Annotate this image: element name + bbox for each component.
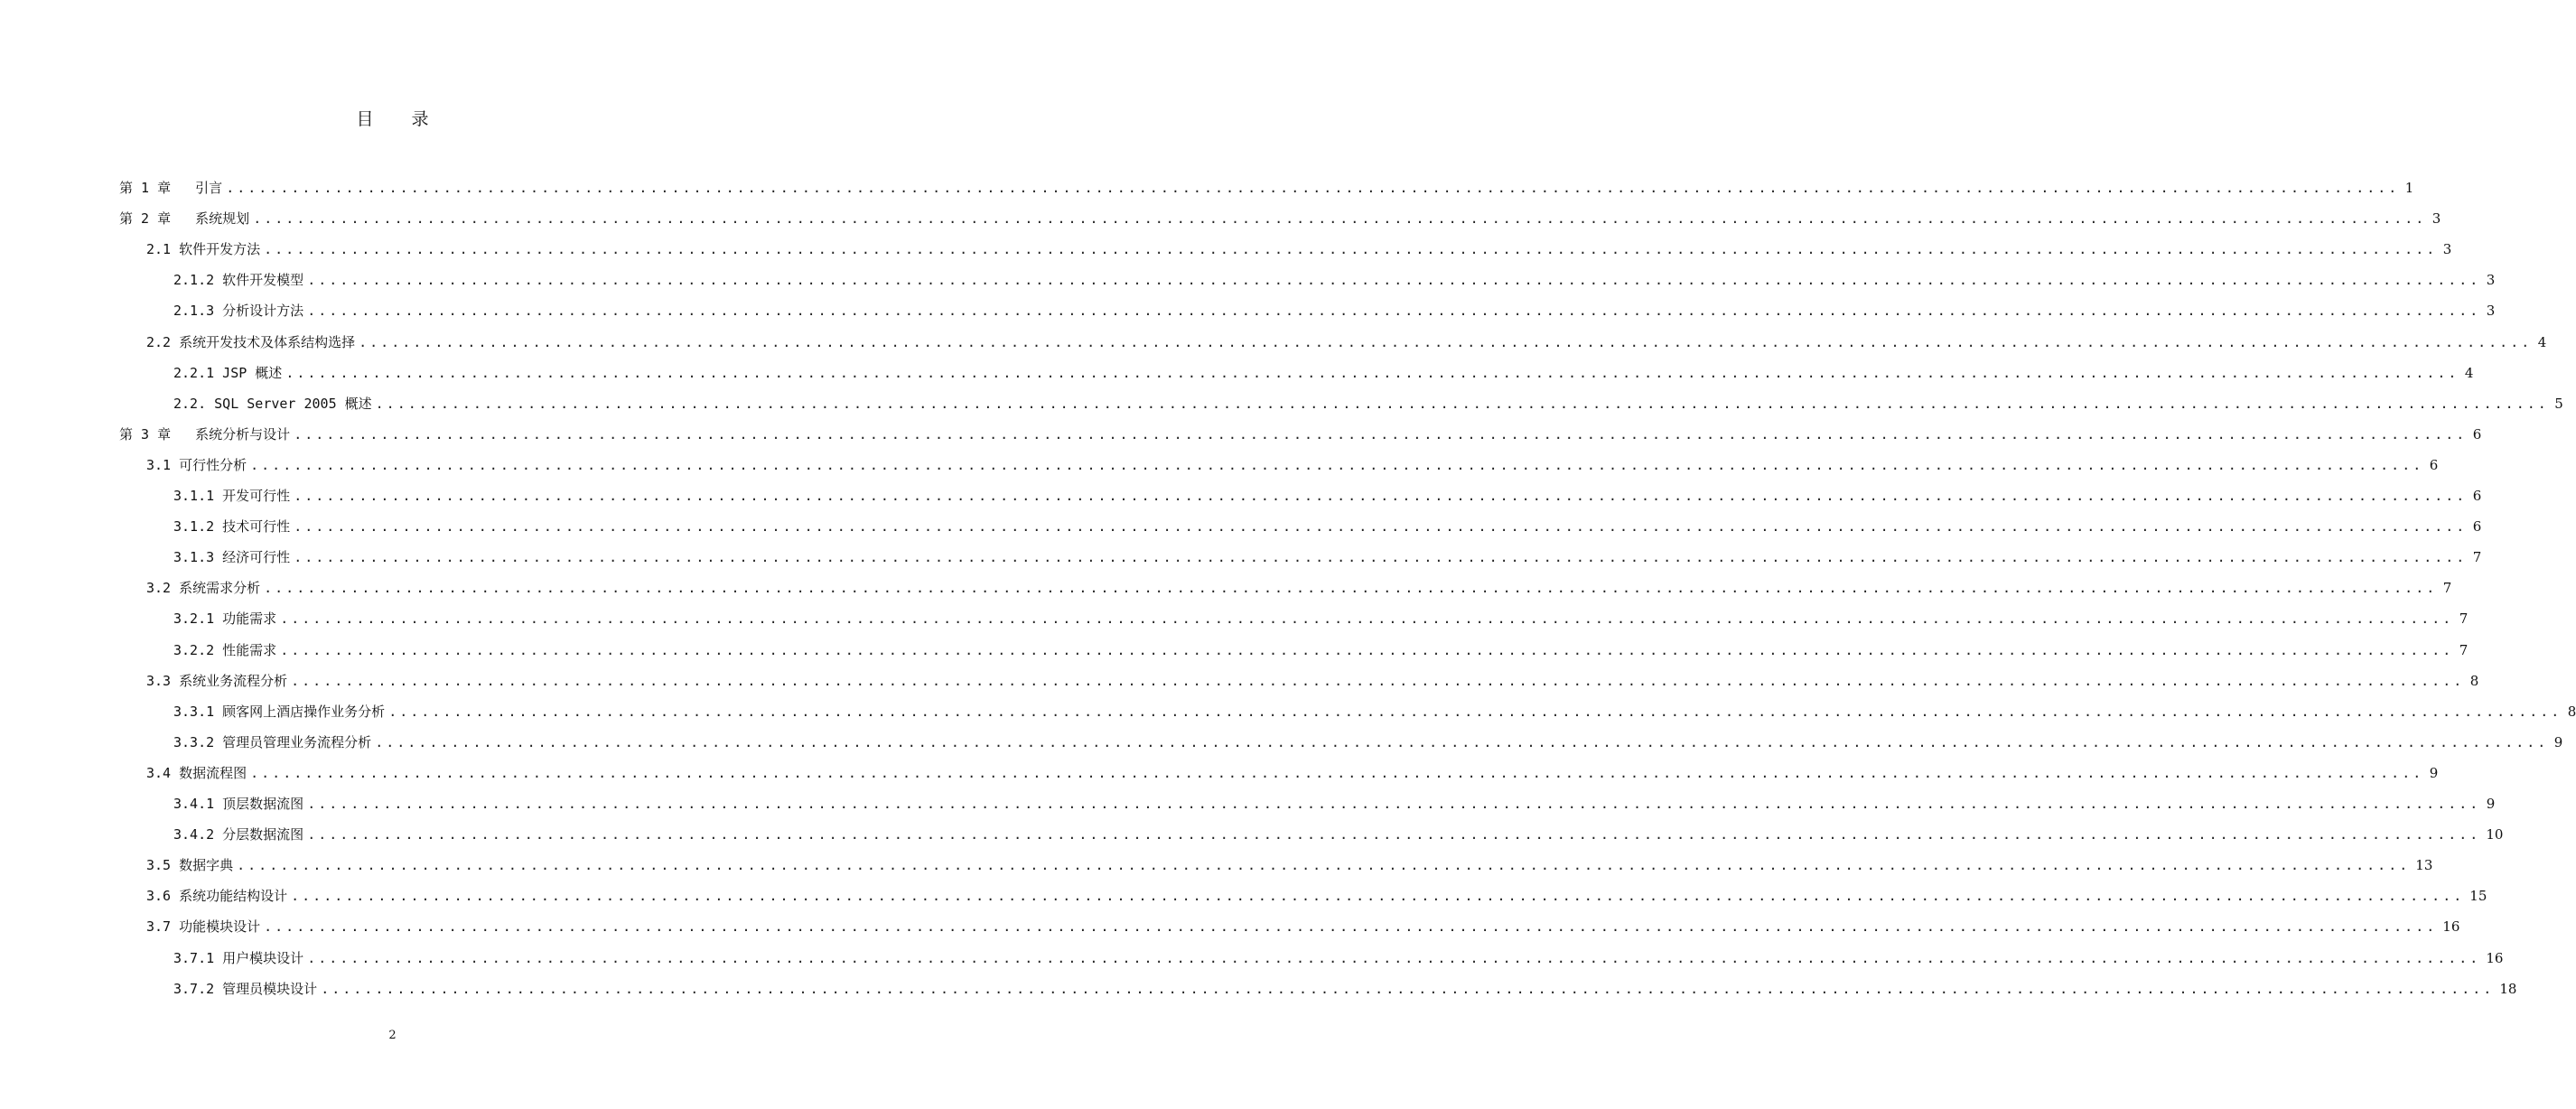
toc-entry-page: 4 (2537, 334, 2547, 350)
toc-entry-title: 3.4.1 顶层数据流图 (173, 796, 304, 812)
toc-entry-title: 2.2 系统开发技术及体系结构选择 (146, 334, 356, 350)
toc-dot-leader: ........................................................................................................................................................................................................ (264, 580, 2438, 596)
toc-entry-page: 6 (2472, 426, 2482, 443)
toc-entry[interactable] (173, 732, 2563, 753)
toc-dot-leader: ........................................................................................................................................................................................................ (359, 334, 2533, 350)
toc-entry-page: 3 (2431, 210, 2441, 227)
toc-entry[interactable] (146, 331, 2547, 353)
toc-entry-title: 3.2 系统需求分析 (146, 580, 261, 596)
toc-dot-leader: ........................................................................................................................................................................................................ (250, 765, 2424, 781)
toc-dot-leader: ........................................................................................................................................................................................................ (237, 857, 2411, 873)
toc-entry[interactable] (119, 177, 2414, 199)
toc-dot-leader: ........................................................................................................................................................................................................ (285, 365, 2459, 381)
toc-entry-page: 7 (2472, 549, 2482, 565)
toc-dot-leader: ........................................................................................................................................................................................................ (294, 518, 2468, 535)
toc-dot-leader: ........................................................................................................................................................................................................ (226, 180, 2400, 196)
toc-dot-leader: ........................................................................................................................................................................................................ (291, 888, 2465, 904)
toc-entry[interactable] (146, 238, 2452, 260)
toc-dot-leader: ........................................................................................................................................................................................................ (307, 950, 2481, 966)
toc-entry[interactable] (173, 824, 2504, 845)
toc-entry-page: 13 (2415, 857, 2433, 873)
toc-entry-title: 2.2.1 JSP 概述 (173, 365, 283, 381)
toc-entry[interactable] (173, 546, 2482, 568)
toc-dot-leader: ........................................................................................................................................................................................................ (307, 272, 2481, 288)
toc-entry-title: 3.1.2 技术可行性 (173, 518, 291, 535)
toc-entry[interactable] (119, 208, 2441, 229)
toc-entry-page: 4 (2464, 365, 2474, 381)
toc-dot-leader: ........................................................................................................................................................................................................ (264, 918, 2438, 935)
page-number: 2 (388, 1029, 397, 1042)
toc-entry-title: 第 1 章 引言 (119, 180, 223, 196)
toc-entry[interactable] (173, 947, 2504, 969)
toc-entry-title: 3.1.1 开发可行性 (173, 488, 291, 504)
toc-entry[interactable] (173, 793, 2496, 815)
toc-entry-page: 18 (2499, 981, 2517, 997)
toc-dot-leader: ........................................................................................................................................................................................................ (294, 488, 2468, 504)
toc-entry[interactable] (146, 577, 2452, 599)
toc-heading: 目 录 (356, 109, 445, 129)
toc-entry-title: 2.1 软件开发方法 (146, 241, 261, 257)
toc-entry-title: 3.6 系统功能结构设计 (146, 888, 288, 904)
toc-entry[interactable] (146, 854, 2433, 876)
toc-entry-page: 3 (2486, 303, 2496, 319)
toc-entry-page: 6 (2472, 518, 2482, 535)
toc-entry[interactable] (146, 762, 2439, 784)
toc-entry-title: 3.2.1 功能需求 (173, 610, 277, 627)
toc-dot-leader: ........................................................................................................................................................................................................ (294, 549, 2468, 565)
toc-entry-page: 3 (2486, 272, 2496, 288)
toc-entry-page: 7 (2459, 642, 2469, 658)
toc-entry-page: 10 (2486, 826, 2504, 843)
toc-entry-page: 16 (2442, 918, 2460, 935)
toc-entry[interactable] (173, 393, 2563, 415)
toc-entry[interactable] (146, 670, 2479, 692)
toc-dot-leader: ........................................................................................................................................................................................................ (280, 642, 2454, 658)
toc-entry-title: 3.4 数据流程图 (146, 765, 247, 781)
toc-entry-title: 2.1.2 软件开发模型 (173, 272, 304, 288)
toc-dot-leader: ........................................................................................................................................................................................................ (250, 457, 2424, 473)
toc-entry[interactable] (173, 608, 2469, 629)
toc-entry-page: 3 (2442, 241, 2452, 257)
toc-entry-page: 16 (2486, 950, 2504, 966)
toc-entry-page: 9 (2486, 796, 2496, 812)
toc-entry-title: 3.7 功能模块设计 (146, 918, 261, 935)
toc-entry[interactable] (173, 485, 2482, 507)
toc-entry-page: 1 (2404, 180, 2414, 196)
toc-entry[interactable] (173, 978, 2517, 1000)
toc-entry-title: 第 3 章 系统分析与设计 (119, 426, 291, 443)
toc-entry[interactable] (146, 916, 2460, 937)
toc-entry-page: 15 (2469, 888, 2487, 904)
toc-dot-leader: ........................................................................................................................................................................................................ (280, 610, 2454, 627)
toc-dot-leader: ........................................................................................................................................................................................................ (321, 981, 2495, 997)
toc-entry-page: 6 (2472, 488, 2482, 504)
toc-dot-leader: ........................................................................................................................................................................................................ (388, 704, 2562, 720)
toc-dot-leader: ........................................................................................................................................................................................................ (294, 426, 2468, 443)
toc-dot-leader: ........................................................................................................................................................................................................ (307, 826, 2481, 843)
toc-entry-page: 8 (2469, 673, 2479, 689)
toc-entry[interactable] (173, 516, 2482, 537)
toc-entry[interactable] (146, 454, 2439, 476)
toc-entry-title: 3.3 系统业务流程分析 (146, 673, 288, 689)
toc-entry[interactable] (173, 639, 2469, 661)
toc-entry-title: 3.5 数据字典 (146, 857, 234, 873)
toc-entry-title: 3.1 可行性分析 (146, 457, 247, 473)
toc-entry-page: 7 (2459, 610, 2469, 627)
toc-dot-leader: ........................................................................................................................................................................................................ (264, 241, 2438, 257)
toc-entry-title: 2.1.3 分析设计方法 (173, 303, 304, 319)
toc-entry-title: 3.3.1 顾客网上酒店操作业务分析 (173, 704, 386, 720)
toc-dot-leader: ........................................................................................................................................................................................................ (307, 796, 2481, 812)
toc-entry[interactable] (146, 885, 2487, 907)
toc-entry-title: 2.2. SQL Server 2005 概述 (173, 396, 372, 412)
toc-dot-leader: ........................................................................................................................................................................................................ (307, 303, 2481, 319)
toc-entry-title: 3.2.2 性能需求 (173, 642, 277, 658)
toc-dot-leader: ........................................................................................................................................................................................................ (375, 734, 2549, 750)
toc-entry[interactable] (173, 300, 2496, 322)
toc-entry-title: 3.1.3 经济可行性 (173, 549, 291, 565)
toc-entry[interactable] (173, 362, 2474, 384)
toc-entry[interactable] (119, 424, 2482, 445)
toc-entry-page: 9 (2429, 765, 2439, 781)
toc-entry[interactable] (173, 701, 2576, 722)
toc-entry-page: 6 (2429, 457, 2439, 473)
toc-entry-title: 3.4.2 分层数据流图 (173, 826, 304, 843)
toc-entry[interactable] (173, 269, 2496, 291)
toc-entry-title: 3.3.2 管理员管理业务流程分析 (173, 734, 372, 750)
toc-dot-leader: ........................................................................................................................................................................................................ (253, 210, 2427, 227)
toc-dot-leader: ........................................................................................................................................................................................................ (375, 396, 2549, 412)
toc-entry-title: 第 2 章 系统规划 (119, 210, 250, 227)
toc-entry-page: 8 (2567, 704, 2576, 720)
toc-entry-page: 7 (2442, 580, 2452, 596)
toc-entry-page: 9 (2553, 734, 2563, 750)
toc-dot-leader: ........................................................................................................................................................................................................ (291, 673, 2465, 689)
toc-entry-title: 3.7.1 用户模块设计 (173, 950, 304, 966)
toc-entry-page: 5 (2554, 396, 2563, 412)
toc-entry-title: 3.7.2 管理员模块设计 (173, 981, 318, 997)
